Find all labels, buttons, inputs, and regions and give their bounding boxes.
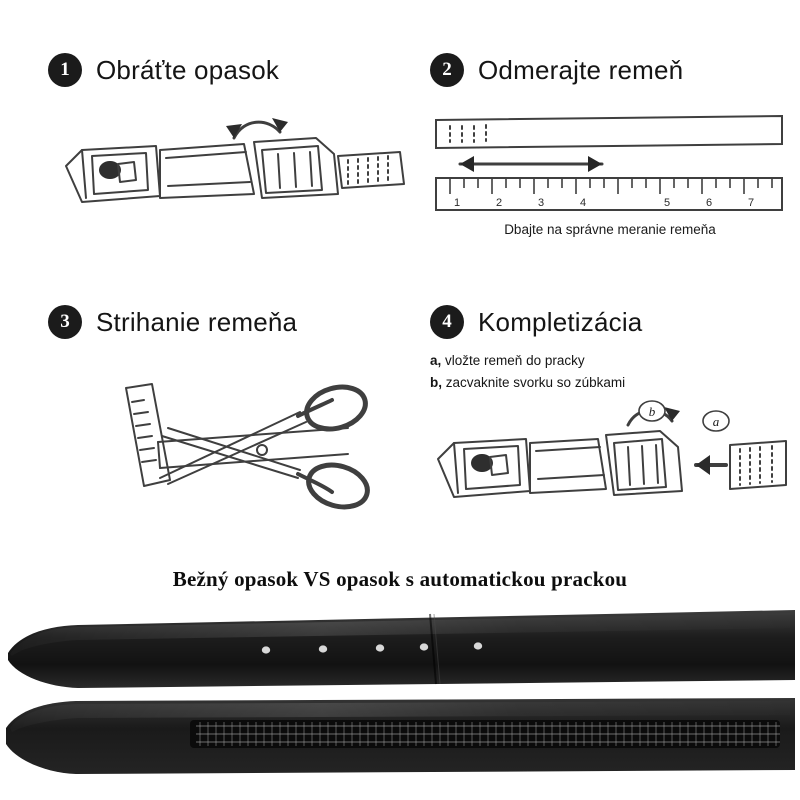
step-2-illustration — [430, 98, 790, 218]
step-3 — [48, 300, 408, 530]
svg-text:6: 6 — [706, 197, 713, 209]
svg-text:7: 7 — [748, 197, 755, 209]
step-2-title: Odmerajte remeň — [478, 54, 684, 85]
step-4-header — [430, 300, 790, 344]
svg-text:5: 5 — [664, 197, 671, 209]
step-4-illustration — [430, 399, 790, 529]
step-4-number-badge: 4 — [430, 305, 464, 339]
step-2-caption: Dbajte na správne meranie remeňa — [504, 222, 716, 237]
svg-text:2: 2 — [496, 197, 503, 209]
step-1 — [48, 48, 408, 268]
step-4 — [430, 300, 790, 530]
callout-a-bubble — [703, 411, 729, 431]
step-2 — [430, 48, 790, 268]
svg-text:3: 3 — [538, 197, 545, 209]
belts-illustration — [0, 598, 800, 788]
step-1-number-badge: 1 — [48, 53, 82, 87]
substep-b-text: zacvaknite svorku so zúbkami — [445, 374, 626, 390]
step-3-illustration — [48, 350, 408, 520]
step-1-title: Obráťte opasok — [96, 54, 280, 85]
substep-a-text: vložte remeň do pracky — [445, 353, 585, 368]
step-3-number-badge: 3 — [48, 305, 82, 339]
step-2-number-badge: 2 — [430, 53, 464, 87]
step-3-title: Strihanie remeňa — [96, 306, 298, 337]
belt-photos — [0, 598, 800, 788]
ruler-measuring-icon — [430, 98, 790, 218]
scissors-cutting-icon — [48, 350, 408, 520]
step-2-header — [430, 48, 790, 92]
belt-buckle-flip-icon — [48, 98, 408, 248]
svg-text:1: 1 — [454, 197, 461, 209]
svg-text:b: b — [648, 404, 656, 420]
automatic-buckle-belt-with-teeth — [6, 698, 795, 774]
substep-a-marker: a, — [430, 353, 442, 368]
comparison-title: Bežný opasok VS opasok s automatickou prackou — [172, 567, 628, 591]
step-4-substep-a — [430, 350, 790, 372]
callout-b-bubble — [639, 401, 665, 421]
classic-belt-with-holes — [8, 610, 795, 688]
step-1-illustration — [48, 98, 408, 248]
step-4-title: Kompletizácia — [478, 306, 643, 337]
svg-text:4: 4 — [580, 197, 587, 209]
step-1-header — [48, 48, 408, 92]
step-4-substep-b — [430, 372, 790, 394]
svg-text:a: a — [712, 414, 720, 430]
substep-b-marker: b, — [430, 374, 442, 390]
step-3-header — [48, 300, 408, 344]
comparison-section — [0, 545, 800, 800]
step-4-substeps — [430, 350, 790, 393]
buckle-assembly-icon — [430, 399, 790, 529]
